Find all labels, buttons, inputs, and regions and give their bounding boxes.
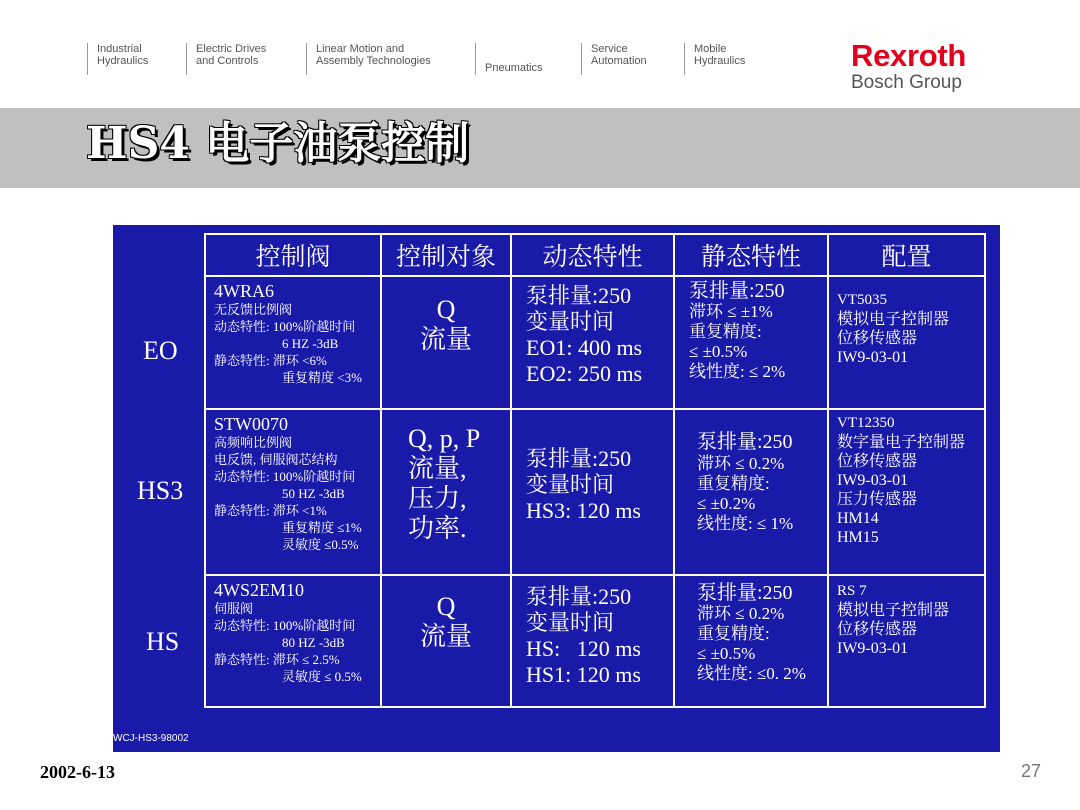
- nav-electric-drives: Electric Drives and Controls: [186, 43, 266, 75]
- spec-table: [204, 233, 986, 708]
- dynamic-cell: 泵排量:250 变量时间 HS3: 120 ms: [511, 409, 674, 575]
- header-static: 静态特性: [674, 234, 828, 276]
- header-config: 配置: [828, 234, 985, 276]
- object-cell: Q, p, P 流量, 压力, 功率.: [381, 409, 511, 575]
- rexroth-logo: [851, 38, 967, 94]
- config-cell: VT12350 数字量电子控制器 位移传感器 IW9-03-01 压力传感器 HM14 HM15: [828, 409, 985, 575]
- nav-linear-motion: Linear Motion and Assembly Technologies: [306, 43, 431, 75]
- brand-subtitle: Bosch Group: [851, 72, 962, 93]
- row-label-hs: HS: [146, 627, 180, 656]
- spec-panel: [113, 225, 1000, 752]
- row-label-eo: EO: [143, 336, 178, 365]
- nav-service-automation: Service Automation: [581, 43, 647, 75]
- slide-title: HS4 电子油泵控制: [86, 118, 470, 169]
- nav-mobile-hydraulics: Mobile Hydraulics: [684, 43, 745, 75]
- header-control-object: 控制对象: [381, 234, 511, 276]
- table-row: [205, 409, 985, 575]
- valve-cell: 4WRA6 无反馈比例阀 动态特性: 100%阶越时间 6 HZ -3dB 静态特性: 滞环 <6% 重复精度 <3%: [205, 276, 381, 409]
- dynamic-cell: 泵排量:250 变量时间 HS: 120 ms HS1: 120 ms: [511, 575, 674, 707]
- header-dynamic: 动态特性: [511, 234, 674, 276]
- footer-date: 2002-6-13: [40, 762, 115, 782]
- table-header-row: [205, 234, 985, 276]
- config-cell: RS 7 模拟电子控制器 位移传感器 IW9-03-01: [828, 575, 985, 707]
- header-control-valve: 控制阀: [205, 234, 381, 276]
- table-row: [205, 575, 985, 707]
- valve-cell: 4WS2EM10 伺服阀 动态特性: 100%阶越时间 80 HZ -3dB 静态特性: 滞环 ≤ 2.5% 灵敏度 ≤ 0.5%: [205, 575, 381, 707]
- brand-name: Rexroth: [851, 38, 967, 73]
- nav-industrial-hydraulics: Industrial Hydraulics: [87, 43, 148, 75]
- object-cell: Q 流量: [381, 276, 511, 409]
- valve-cell: STW0070 高频响比例阀 电反馈, 伺服阀芯结构 动态特性: 100%阶越时间 50 HZ -3dB 静态特性: 滞环 <1% 重复精度 ≤1% 灵敏度 ≤0.5%: [205, 409, 381, 575]
- static-cell: 泵排量:250 滞环 ≤ 0.2% 重复精度: ≤ ±0.2% 线性度: ≤ 1%: [674, 409, 828, 575]
- page-number: 27: [1021, 761, 1042, 781]
- table-row: [205, 276, 985, 409]
- row-label-hs3: HS3: [137, 476, 184, 505]
- dynamic-cell: 泵排量:250 变量时间 EO1: 400 ms EO2: 250 ms: [511, 276, 674, 409]
- document-code: WCJ-HS3-98002: [113, 733, 189, 744]
- nav-pneumatics: Pneumatics: [475, 43, 542, 75]
- config-cell: VT5035 模拟电子控制器 位移传感器 IW9-03-01: [828, 276, 985, 409]
- static-cell: 泵排量:250 滞环 ≤ ±1% 重复精度: ≤ ±0.5% 线性度: ≤ 2%: [674, 276, 828, 409]
- static-cell: 泵排量:250 滞环 ≤ 0.2% 重复精度: ≤ ±0.5% 线性度: ≤0. 2%: [674, 575, 828, 707]
- object-cell: Q 流量: [381, 575, 511, 707]
